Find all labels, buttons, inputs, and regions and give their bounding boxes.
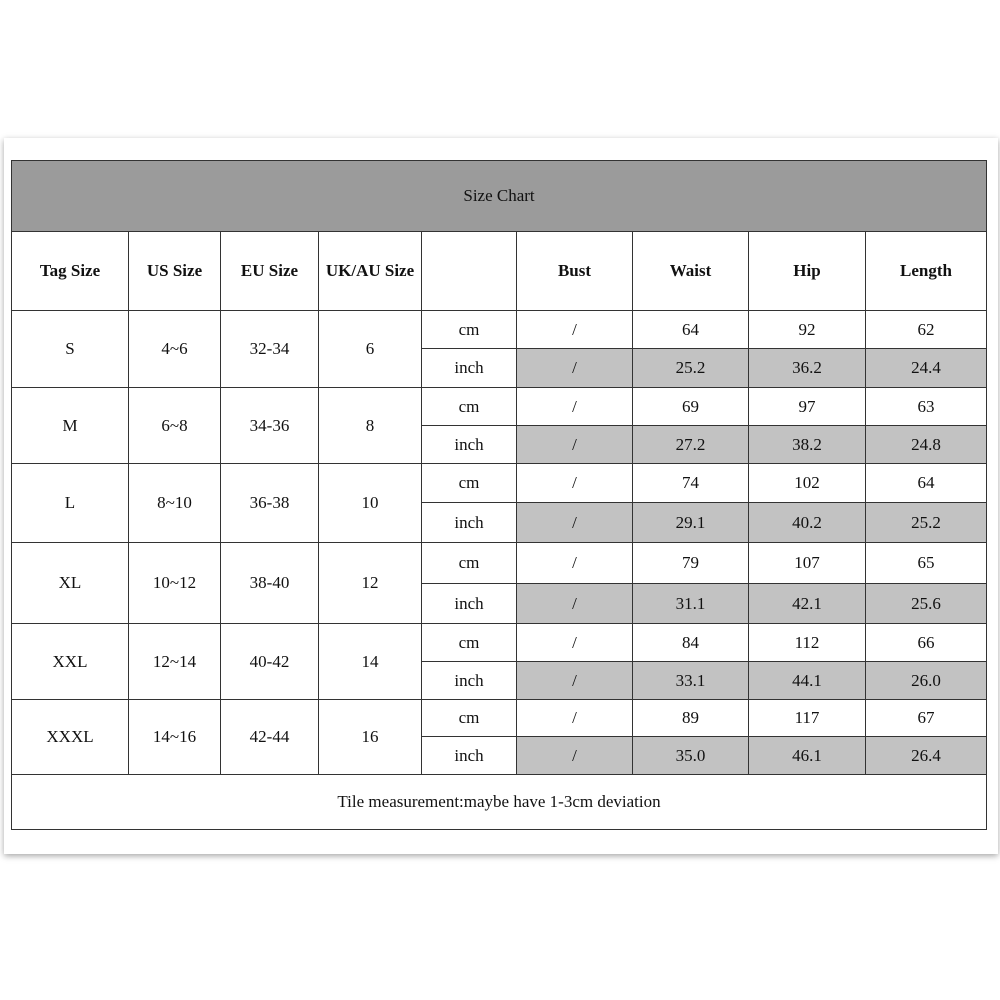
cm-waist-cell: 89 [633,700,749,737]
cm-bust-cell: / [517,464,633,503]
size-row-cm [12,700,987,737]
inch-unit-cell: inch [422,584,517,624]
uk-au-size-cell: 16 [319,700,422,775]
us-size-cell: 4~6 [129,311,221,388]
us-size-cell: 8~10 [129,464,221,543]
us-size-cell: 10~12 [129,543,221,624]
us-size-cell: 14~16 [129,700,221,775]
cm-hip-cell: 92 [749,311,866,349]
cm-waist-cell: 79 [633,543,749,584]
cm-unit-cell: cm [422,700,517,737]
cm-length-cell: 62 [866,311,987,349]
cm-waist-cell: 69 [633,388,749,426]
size-row-cm [12,543,987,584]
inch-bust-cell: / [517,349,633,388]
inch-bust-cell: / [517,662,633,700]
us-size-cell: 6~8 [129,388,221,464]
inch-bust-cell: / [517,426,633,464]
cm-hip-cell: 97 [749,388,866,426]
cm-waist-cell: 64 [633,311,749,349]
cm-bust-cell: / [517,624,633,662]
col-header-waist: Waist [633,232,749,311]
inch-unit-cell: inch [422,503,517,543]
inch-hip-cell: 40.2 [749,503,866,543]
eu-size-cell: 40-42 [221,624,319,700]
cm-hip-cell: 117 [749,700,866,737]
measurement-note: Tile measurement:maybe have 1-3cm deviation [12,775,987,830]
tag-size-cell: M [12,388,129,464]
tag-size-cell: L [12,464,129,543]
cm-bust-cell: / [517,700,633,737]
inch-waist-cell: 29.1 [633,503,749,543]
size-row-cm [12,464,987,503]
tag-size-cell: S [12,311,129,388]
cm-length-cell: 65 [866,543,987,584]
chart-title: Size Chart [12,161,987,232]
eu-size-cell: 32-34 [221,311,319,388]
cm-hip-cell: 102 [749,464,866,503]
uk-au-size-cell: 14 [319,624,422,700]
inch-bust-cell: / [517,584,633,624]
tag-size-cell: XXXL [12,700,129,775]
cm-unit-cell: cm [422,388,517,426]
col-header-bust: Bust [517,232,633,311]
us-size-cell: 12~14 [129,624,221,700]
inch-unit-cell: inch [422,737,517,775]
inch-waist-cell: 33.1 [633,662,749,700]
col-header-eu-size: EU Size [221,232,319,311]
uk-au-size-cell: 6 [319,311,422,388]
cm-length-cell: 66 [866,624,987,662]
cm-unit-cell: cm [422,464,517,503]
size-row-cm [12,388,987,426]
tag-size-cell: XL [12,543,129,624]
cm-length-cell: 67 [866,700,987,737]
inch-waist-cell: 25.2 [633,349,749,388]
inch-unit-cell: inch [422,426,517,464]
cm-unit-cell: cm [422,543,517,584]
tag-size-cell: XXL [12,624,129,700]
cm-length-cell: 64 [866,464,987,503]
cm-waist-cell: 84 [633,624,749,662]
inch-length-cell: 26.0 [866,662,987,700]
col-header-length: Length [866,232,987,311]
inch-length-cell: 25.2 [866,503,987,543]
cm-bust-cell: / [517,311,633,349]
inch-waist-cell: 35.0 [633,737,749,775]
inch-hip-cell: 44.1 [749,662,866,700]
cm-unit-cell: cm [422,624,517,662]
uk-au-size-cell: 8 [319,388,422,464]
col-header-unit [422,232,517,311]
size-row-cm [12,624,987,662]
size-chart-table [11,160,987,830]
cm-unit-cell: cm [422,311,517,349]
uk-au-size-cell: 10 [319,464,422,543]
inch-unit-cell: inch [422,349,517,388]
inch-unit-cell: inch [422,662,517,700]
eu-size-cell: 36-38 [221,464,319,543]
inch-length-cell: 26.4 [866,737,987,775]
col-header-hip: Hip [749,232,866,311]
inch-hip-cell: 42.1 [749,584,866,624]
cm-hip-cell: 107 [749,543,866,584]
inch-waist-cell: 31.1 [633,584,749,624]
eu-size-cell: 34-36 [221,388,319,464]
header-row [12,232,987,311]
col-header-tag-size: Tag Size [12,232,129,311]
cm-waist-cell: 74 [633,464,749,503]
cm-hip-cell: 112 [749,624,866,662]
inch-bust-cell: / [517,737,633,775]
inch-length-cell: 24.4 [866,349,987,388]
inch-waist-cell: 27.2 [633,426,749,464]
note-row [12,775,987,830]
eu-size-cell: 38-40 [221,543,319,624]
inch-length-cell: 25.6 [866,584,987,624]
inch-length-cell: 24.8 [866,426,987,464]
cm-bust-cell: / [517,388,633,426]
size-row-cm [12,311,987,349]
inch-bust-cell: / [517,503,633,543]
col-header-uk-au-size: UK/AU Size [319,232,422,311]
cm-length-cell: 63 [866,388,987,426]
eu-size-cell: 42-44 [221,700,319,775]
inch-hip-cell: 46.1 [749,737,866,775]
uk-au-size-cell: 12 [319,543,422,624]
col-header-us-size: US Size [129,232,221,311]
inch-hip-cell: 36.2 [749,349,866,388]
inch-hip-cell: 38.2 [749,426,866,464]
cm-bust-cell: / [517,543,633,584]
